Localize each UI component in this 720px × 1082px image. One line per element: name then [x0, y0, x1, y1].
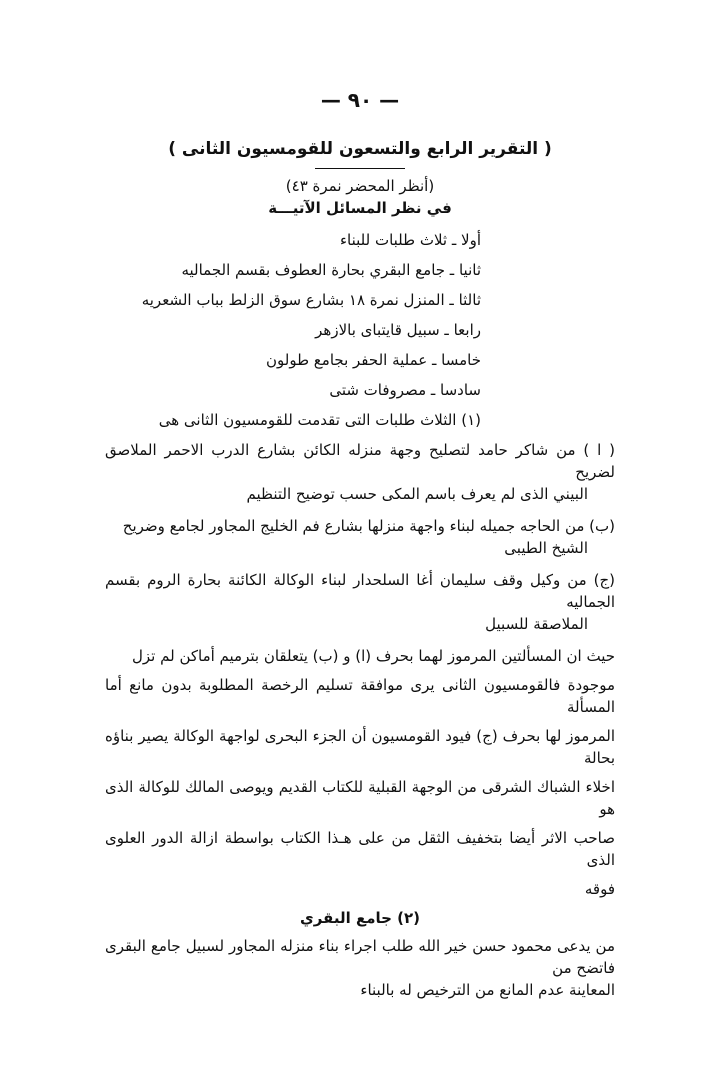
request-a [105, 439, 615, 505]
agenda-item: ثالثا ـ المنزل نمرة ١٨ بشارع سوق الزلط بباب الشعريه [141, 291, 481, 309]
section1-paragraph [105, 645, 615, 900]
paragraph-line: المعاينة عدم المانع من الترخيص له بالبناء [360, 981, 615, 999]
paragraph-line: اخلاء الشباك الشرقى من الوجهة القبلية للكتاب القديم ويوصى المالك للوكالة الذى هو [105, 778, 615, 818]
paragraph-line: من يدعى محمود حسن خير الله طلب اجراء بناء منزله المجاور لسبيل جامع البقرى فاتضح من [105, 937, 615, 977]
agenda-item: سادسا ـ مصروفات شتى [329, 381, 481, 399]
subtitle: في نظر المسائل الآتيـــة [268, 199, 452, 217]
document-page [105, 0, 615, 1041]
agenda-item: رابعا ـ سبيل قايتباى بالازهر [315, 321, 481, 339]
request-line: البيني الذى لم يعرف باسم المكى حسب توضيح التنظيم [246, 485, 588, 503]
agenda-list [105, 229, 615, 401]
request-c [105, 569, 615, 635]
paragraph-line: صاحب الاثر أيضا بتخفيف الثقل من على هـذا الكتاب بواسطة ازالة الدور العلوى الذى [105, 829, 615, 869]
agenda-item: ثانيا ـ جامع البقري بحارة العطوف بقسم الجماليه [181, 261, 481, 279]
reference-note: (أنظر المحضر نمرة ٤٣) [285, 177, 435, 195]
page-number: — ٩٠ — [320, 88, 400, 112]
section2-heading: (٢) جامع البقري [299, 909, 421, 927]
request-b [105, 515, 615, 559]
request-line: ( ا ) من شاكر حامد لتصليح وجهة منزله الكائن بشارع الدرب الاحمر الملاصق لضريح [105, 441, 615, 481]
section2-paragraph [105, 935, 615, 1001]
section1-heading: (١) الثلاث طلبات التى تقدمت للقومسيون الثانى هى [158, 411, 481, 429]
paragraph-line: حيث ان المسألتين المرموز لهما بحرف (ا) و (ب) يتعلقان بترميم أماكن لم تزل [132, 647, 615, 665]
report-title: ( التقرير الرابع والتسعون للقومسيون الثانى ) [168, 139, 552, 159]
paragraph-line: المرموز لها بحرف (ج) فيود القومسيون أن الجزء البحرى لواجهة الوكالة يصير بناؤه بحالة [105, 727, 615, 767]
request-line: الشيخ الطيبى [504, 539, 588, 557]
paragraph-line: فوقه [584, 880, 615, 898]
paragraph-line: موجودة فالقومسيون الثانى يرى موافقة تسليم الرخصة المطلوبة بدون مانع أما المسألة [105, 676, 615, 716]
request-line: الملاصقة للسبيل [485, 615, 588, 633]
request-line: (ب) من الحاجه جميله لبناء واجهة منزلها بشارع فم الخليج المجاور لجامع وضريح [122, 517, 615, 535]
title-divider [315, 168, 405, 169]
request-line: (ج) من وكيل وقف سليمان أغا السلحدار لبناء الوكالة الكائنة بحارة الروم بقسم الجماليه [105, 571, 615, 611]
agenda-item: أولا ـ ثلاث طلبات للبناء [339, 231, 481, 249]
agenda-item: خامسا ـ عملية الحفر بجامع طولون [266, 351, 481, 369]
